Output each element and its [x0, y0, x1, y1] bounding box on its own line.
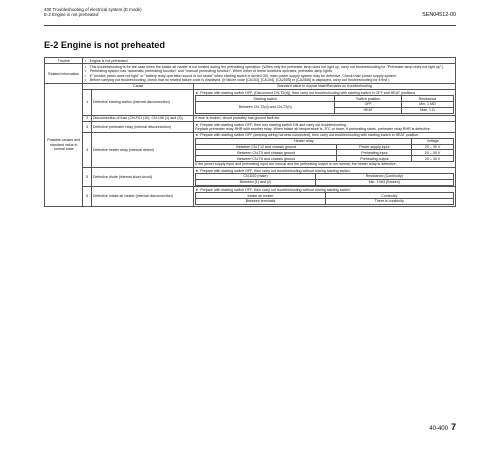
cause-note: ★ Prepare with starting switch OFF (keeping wiring harness connected), then carry out troubleshooting with starting switch in HEAT position.	[195, 133, 454, 137]
cause-remarks	[194, 187, 456, 206]
intake-heater-table	[195, 192, 454, 205]
cause-text: Defective heater relay (internal defect)	[91, 132, 193, 167]
col-header: Starting switch	[196, 96, 335, 102]
cause-note: ★ Prepare with starting switch OFF, then carry out troubleshooting without turning starting switch.	[195, 169, 454, 173]
cause-remarks	[194, 90, 456, 115]
starting-switch-table	[195, 95, 454, 114]
heater-relay-table	[195, 138, 454, 163]
page-footer	[429, 422, 456, 432]
resistance-value: Min. 1 MΩ (Broken)	[315, 179, 453, 185]
col-header: Resistance (Continuity)	[315, 174, 453, 180]
col-header: Intake air heater	[196, 193, 326, 199]
cause-number: 6	[83, 187, 91, 206]
cause-row-1	[45, 90, 456, 115]
col-header: Switch position	[335, 96, 402, 102]
cause-text: Defective preheater relay (internal disconnection)	[91, 121, 193, 132]
cause-row-6	[45, 187, 456, 206]
measure-point: Between CN-T12 and chassis ground	[196, 144, 337, 150]
cause-col-header: Cause	[83, 83, 194, 89]
cause-text: Defective diode (internal short circuit)	[91, 168, 193, 187]
cause-remarks	[194, 132, 456, 167]
cause-number: 2	[83, 115, 91, 121]
col-header: Continuity	[325, 193, 453, 199]
cause-text: Disconnection of fuse (CN-F01 (10), CN-106 (1) and (3))	[91, 115, 193, 121]
col-header: CN-D20 (male)	[196, 174, 316, 180]
voltage-value: 20 – 30 V	[412, 156, 453, 162]
related-item: • This troubleshooting is for the case when the intake air heater is not heated during the preheating operation. (When only the preheater lamp does not light up, carry out troubleshooting for "Preheater lamp does not light up".)	[85, 65, 454, 69]
resistance-value: Min. 1 MΩ	[402, 102, 454, 108]
troubleshooting-table	[44, 57, 456, 207]
diode-table	[195, 173, 454, 186]
col-header: Heater relay	[196, 138, 412, 144]
cause-text: Defective starting switch (internal disconnection)	[91, 90, 193, 115]
col-header: Voltage	[412, 138, 453, 144]
related-item: • Before carrying out troubleshooting, check that no related failure code is displayed. (If failure code [CA153], [CA154], [CA2555] or [CA2556] is displayed, carry out troubleshooting for it first.)	[85, 78, 454, 82]
trouble-label: Trouble	[45, 58, 83, 64]
resistance-value: Max. 1 Ω	[402, 108, 454, 114]
cause-remarks: If fuse is broken, circuit probably has ground fault etc.	[194, 115, 456, 121]
measure-point: Between CN-T5 and chassis ground	[196, 150, 337, 156]
input-type: Preheating input	[337, 150, 412, 156]
measure-point: Between CN-T6 and chassis ground	[196, 156, 337, 162]
cause-number: 3	[83, 121, 91, 132]
related-item: • If "monitor panel does not light" or "battery relay operation sound is not heard" when starting switch is turned ON, main power supply system may be defective. Check main power supply system.	[85, 74, 454, 78]
cause-row-3	[45, 121, 456, 132]
cause-remarks	[194, 168, 456, 187]
cause-note: ★ Prepare with starting switch OFF, then turn starting switch ON and carry out troubleshooting.	[195, 123, 454, 127]
measure-point: Between terminals	[196, 199, 326, 205]
continuity-value: There is continuity	[325, 199, 453, 205]
switch-position: OFF	[335, 102, 402, 108]
related-label: Related information	[45, 64, 83, 83]
related-info	[83, 64, 456, 83]
standard-col-header: Standard value in normal state/Remarks on troubleshooting	[194, 83, 456, 89]
header-subsection: E-2 Engine is not preheated	[44, 12, 99, 18]
switch-position: HEAT	[335, 108, 402, 114]
trouble-item: • Engine is not preheated.	[85, 59, 454, 63]
cause-row-5	[45, 168, 456, 187]
input-type: Preheating output	[337, 156, 412, 162]
col-header: Resistance	[402, 96, 454, 102]
cause-remarks	[194, 121, 456, 132]
cause-note: ★ Prepare with starting switch OFF, (Disconnect CN-T2(d)), then carry out troubleshooting with starting switch in OFF and HEAT positions.	[195, 91, 454, 95]
related-row	[45, 64, 456, 83]
causes-side-label: Possible causes and standard value in normal state	[45, 83, 83, 206]
page-title: E-2 Engine is not preheated	[44, 40, 165, 50]
cause-text: Defective intake air heater (internal disconnection)	[91, 187, 193, 206]
page-number: 7	[450, 422, 456, 432]
cause-number: 4	[83, 132, 91, 167]
measure-point: Between CN-T2(d) and CN-T2(h)	[196, 102, 335, 114]
cause-number: 5	[83, 168, 91, 187]
cause-row-4	[45, 132, 456, 167]
header-section: 400 Troubleshooting of electrical system (E mode)	[44, 7, 142, 12]
document-code: SEN04512-00	[422, 12, 456, 18]
page-header	[44, 7, 456, 26]
input-type: Power supply input	[337, 144, 412, 150]
cause-note: If the power supply input and preheating input are normal and the preheating output is not normal, the heater relay is defective.	[195, 162, 397, 167]
related-item: • Preheating system has "automatic preheating function" and "manual preheating function". When either of these functions operates, preheater lamp lights.	[85, 69, 454, 73]
cause-number: 1	[83, 90, 91, 115]
header-breadcrumb	[44, 7, 142, 17]
cause-note: Replace preheater relay RHR with another relay. When intake air temperature is -5°C or lower, if preheating starts, preheater relay RHR is defective.	[195, 126, 431, 131]
cause-note: ★ Prepare with starting switch OFF, then carry out troubleshooting without turning starting switch.	[195, 188, 454, 192]
footer-code: 40-400	[429, 426, 448, 432]
measure-point: Between (1) and (2)	[196, 179, 316, 185]
voltage-value: 20 – 30 V	[412, 144, 453, 150]
voltage-value: 20 – 30 V	[412, 150, 453, 156]
